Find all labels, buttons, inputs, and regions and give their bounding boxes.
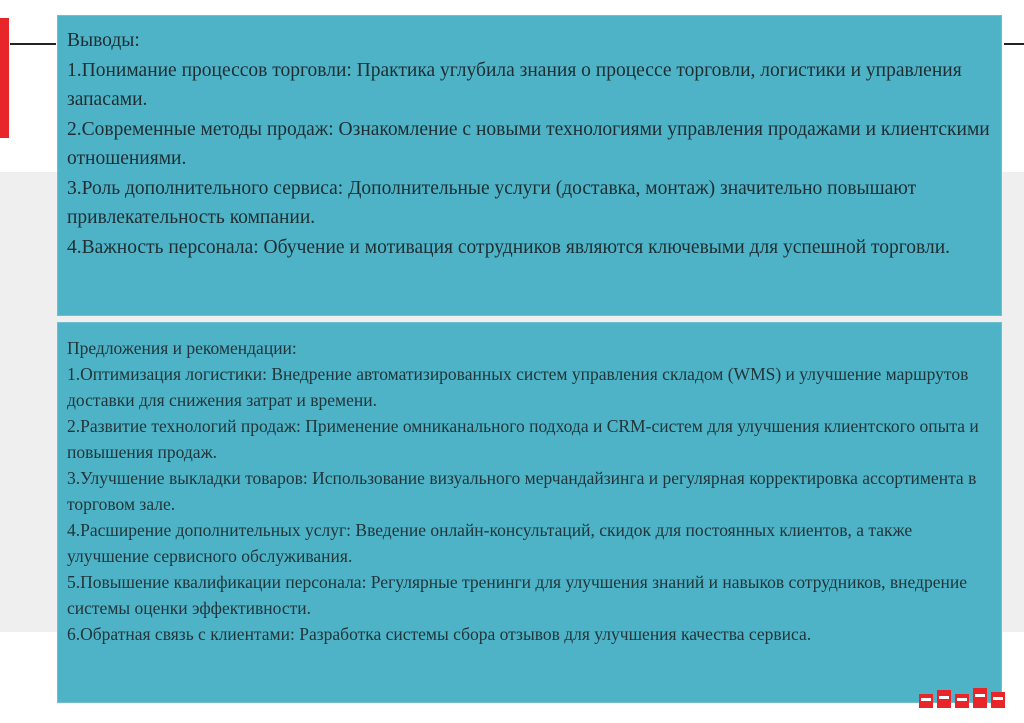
conclusions-panel — [57, 15, 1002, 316]
recommendations-heading: Предложения и рекомендации: — [67, 338, 297, 358]
recommendation-item: 5.Повышение квалификации персонала: Регулярные тренинги для улучшения знаний и навыков сотрудников, внедрение системы оценки эффективности. — [67, 572, 967, 618]
header-rule-right — [1004, 43, 1024, 45]
header-rule-left — [10, 43, 56, 45]
conclusion-item: 3.Роль дополнительного сервиса: Дополнительные услуги (доставка, монтаж) значительно повышают привлекательность компании. — [67, 177, 917, 228]
decorative-logo-icon — [917, 680, 1017, 710]
recommendation-item: 1.Оптимизация логистики: Внедрение автоматизированных систем управления складом (WMS) и улучшение маршрутов доставки для снижения затрат и времени. — [67, 364, 969, 410]
conclusion-item: 2.Современные методы продаж: Ознакомление с новыми технологиями управления продажами и клиентскими отношениями. — [67, 118, 990, 169]
recommendation-item: 3.Улучшение выкладки товаров: Использование визуального мерчандайзинга и регулярная корректировка ассортимента в торговом зале. — [67, 468, 977, 514]
conclusions-heading: Выводы: — [67, 30, 140, 51]
recommendations-panel — [57, 322, 1002, 703]
conclusion-item: 1.Понимание процессов торговли: Практика углубила знания о процессе торговли, логистики и управления запасами. — [67, 59, 962, 110]
recommendation-item: 4.Расширение дополнительных услуг: Введение онлайн-консультаций, скидок для постоянных клиентов, а также улучшение сервисного обслуживания. — [67, 520, 913, 566]
accent-bar — [0, 18, 9, 138]
recommendation-item: 6.Обратная связь с клиентами: Разработка системы сбора отзывов для улучшения качества сервиса. — [67, 624, 812, 644]
recommendation-item: 2.Развитие технологий продаж: Применение омниканального подхода и CRM-систем для улучшения клиентского опыта и повышения продаж. — [67, 416, 979, 462]
conclusion-item: 4.Важность персонала: Обучение и мотивация сотрудников являются ключевыми для успешной торговли. — [67, 236, 951, 258]
